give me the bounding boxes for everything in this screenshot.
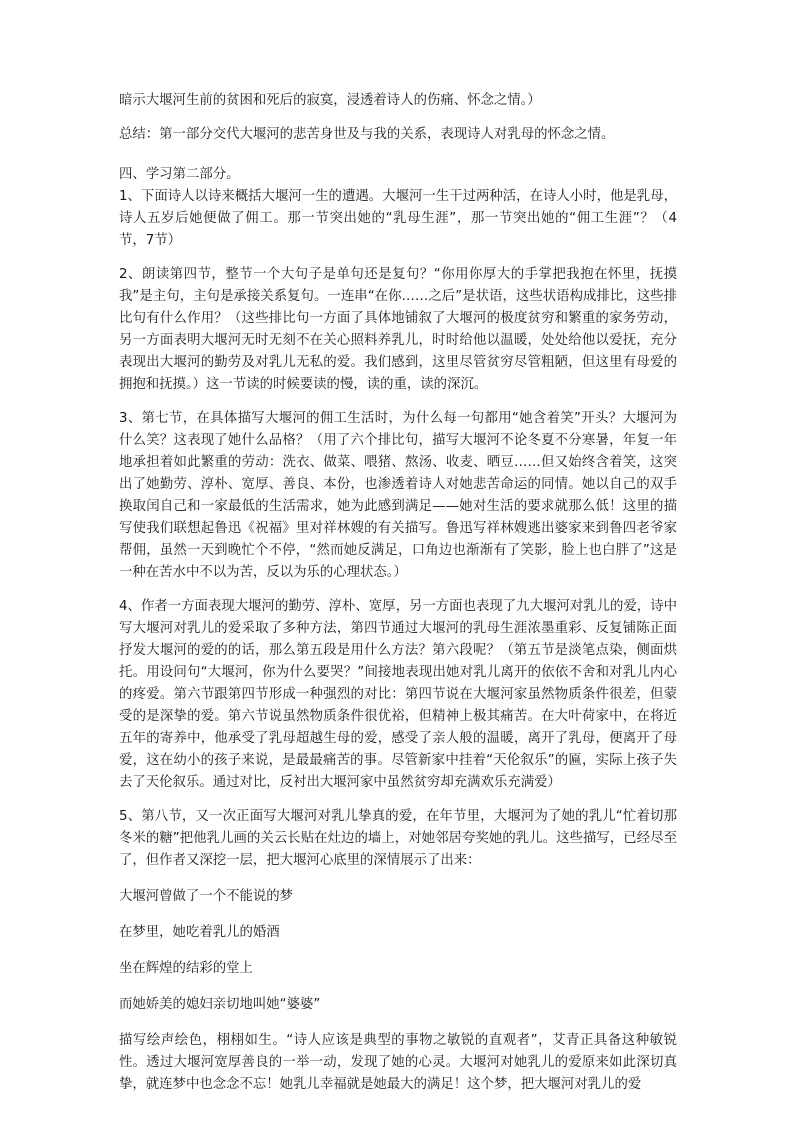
question-1: 1、下面诗人以诗来概括大堰河一生的遭遇。大堰河一生干过两种活，在诗人小时，他是乳母，诗人五岁后她便做了佣工。那一节突出她的“乳母生涯”，那一节突出她的“佣工生涯”？（4节，7节）	[119, 189, 677, 248]
poem-line-3: 坐在辉煌的结彩的堂上	[119, 961, 253, 976]
question-4: 4、作者一方面表现大堰河的勤劳、淳朴、宽厚，另一方面也表现了九大堰河对乳儿的爱，诗中写大堰河对乳儿的爱采取了多种方法，第四节通过大堰河的乳母生涯浓墨重彩、反复铺陈正面抒发大堰河的爱的的话，那么第五段是用什么方法？第六段呢？（第五节是淡笔点染，侧面烘托。用设问句“大堰河，你为什么要哭？”间接地表现出她对乳儿离开的依依不舍和对乳儿内心的疼爱。第六节跟第四节形成一种强烈的对比：第四节说在大堰河家虽然物质条件很差，但蒙受的是深挚的爱。第六节说虽然物质条件很优裕，但精神上极其痛苦。在大叶荷家中，在将近五年的寄养中，他承受了乳母超越生母的爱，感受了亲人般的温暖，离开了乳母，便离开了母爱，这在幼小的孩子来说，是最最痛苦的事。尽管新家中挂着“天伦叙乐”的匾，实际上孩子失去了天伦叙乐。通过对比，反衬出大堰河家中虽然贫穷却充满欢乐充满爱）	[119, 599, 677, 790]
paragraph-intro-end: 暗示大堰河生前的贫困和死后的寂寞，浸透着诗人的伤痛、怀念之情。）	[119, 93, 541, 108]
question-3: 3、第七节，在具体描写大堰河的佣工生活时，为什么每一句都用“她含着笑”开头？大堰河为什么笑？这表现了她什么品格？（用了六个排比句，描写大堰河不论冬夏不分寒暑，年复一年地承担着如此繁重的劳动：洗衣、做菜、喂猪、熬汤、收麦、晒豆……但又始终含着笑，这突出了她勤劳、淳朴、宽厚、善良、本份，也渗透着诗人对她悲苦命运的同情。她以自己的双手换取闰自己和一家最低的生活需求，她为此感到满足——她对生活的要求就那么低！这里的描写使我们联想起鲁迅《祝福》里对祥林嫂的有关描写。鲁迅写祥林嫂逃出婆家来到鲁四老爷家帮佣，虽然一天到晚忙个不停，“然而她反满足，口角边也渐渐有了笑影，脸上也白胖了”这是一种在苦水中不以为苦，反以为乐的心理状态。）	[119, 411, 677, 580]
question-5: 5、第八节，又一次正面写大堰河对乳儿挚真的爱，在年节里，大堰河为了她的乳儿“忙着切那冬米的糖”把他乳儿画的关云长贴在灶边的墙上，对她邻居夸奖她的乳儿。这些描写，已经尽至了，但作者又深挖一层，把大堰河心底里的深情展示了出来：	[119, 809, 677, 868]
poem-line-2: 在梦里，她吃着乳儿的婚酒	[119, 925, 280, 940]
poem-line-1: 大堰河曾做了一个不能说的梦	[119, 889, 294, 904]
section-heading-part-two: 四、学习第二部分。	[119, 167, 240, 182]
question-2: 2、朗读第四节，整节一个大句子是单句还是复句？“你用你厚大的手掌把我抱在怀里，抚摸我”是主句，主句是承接关系复句。一连串“在你……之后”是状语，这些状语构成排比，这些排比句有什么作用？（这些排比句一方面了具体地铺叙了大堰河的极度贫穷和繁重的家务劳动，另一方面表明大堰河无时无刻不在关心照料养乳儿，时时给他以温暖，处处给他以爱抚，充分表现出大堰河的勤劳及对乳儿无私的爱。我们感到，这里尽管贫穷尽管粗陋，但这里有母爱的拥抱和抚摸。）这一节读的时候要读的慢，读的重，读的深沉。	[119, 267, 677, 392]
document-page	[119, 90, 677, 1096]
poem-line-4: 而她娇美的媳妇亲切地叫她“婆婆”	[119, 997, 321, 1012]
analysis-paragraph: 描写绘声绘色，栩栩如生。“诗人应该是典型的事物之敏锐的直观者”，艾青正具备这种敏锐性。透过大堰河宽厚善良的一举一动，发现了她的心灵。大堰河对她乳儿的爱原来如此深切真挚，就连梦中也念念不忘！她乳儿幸福就是她最大的满足！这个梦，把大堰河对乳儿的爱	[119, 1033, 677, 1092]
paragraph-summary: 总结：第一部分交代大堰河的悲苦身世及与我的关系，表现诗人对乳母的怀念之情。	[119, 127, 615, 142]
